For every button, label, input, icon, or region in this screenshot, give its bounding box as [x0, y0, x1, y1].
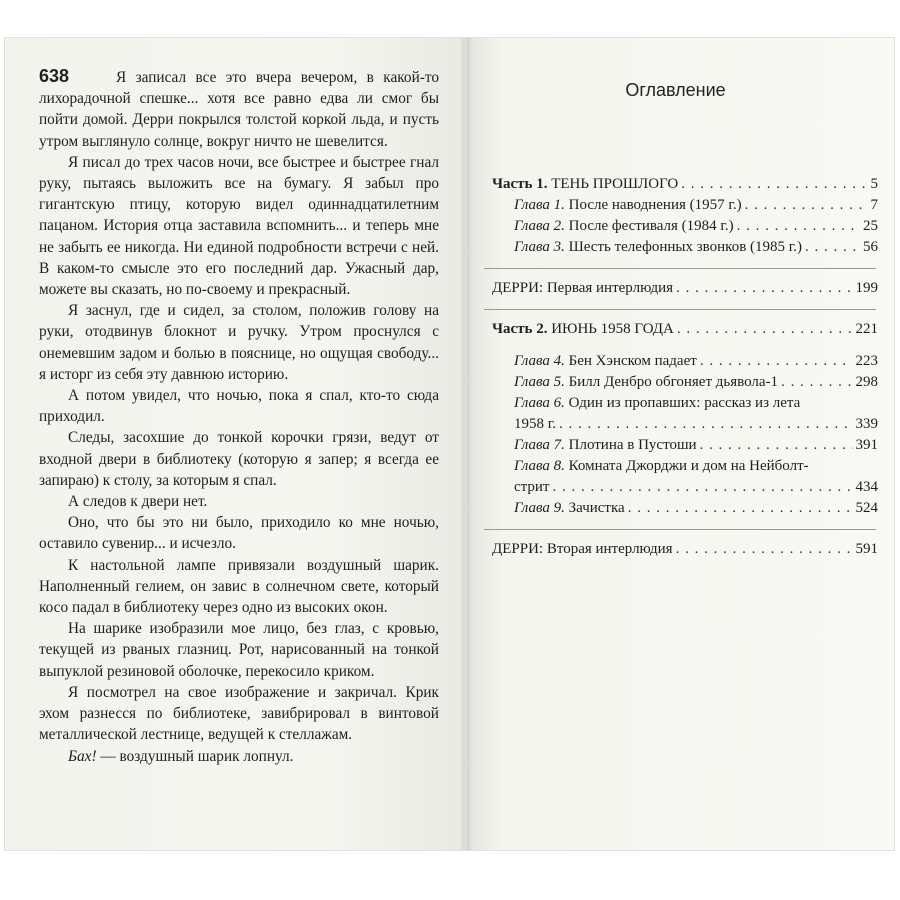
- toc-page-number: 7: [870, 197, 878, 213]
- part-number: Часть 1.: [492, 176, 548, 192]
- paragraph-rest: — воздушный шарик лопнул.: [96, 747, 294, 765]
- paragraph: Я записал все это вчера вечером, в какой-то лихорадочной спешке... хотя все равно едва ли смог бы пойти домой. Дерри покрылся толстой коркой льда, и пусть утром выглянуло солнце, вокруг ничто не шевелится.: [39, 69, 439, 150]
- chapter-number: Глава 3.: [514, 239, 565, 255]
- toc-chapter-7[interactable]: [492, 435, 878, 456]
- toc-page-number: 298: [855, 374, 878, 390]
- toc-divider: [484, 268, 876, 269]
- chapter-title: Зачистка: [564, 500, 625, 516]
- chapter-title-cont: 1958 г.: [514, 416, 556, 432]
- paragraph: На шарике изобразили мое лицо, без глаз, с кровью, текущей из рваных глазниц. Рот, нарисованный на тонкой выпуклой резиновой оболочке, перекосило криком.: [39, 620, 439, 680]
- chapter-title-cont: стрит: [514, 479, 550, 495]
- toc-chapter-9[interactable]: [492, 498, 878, 519]
- toc-page-number: 221: [855, 321, 878, 337]
- chapter-title: После фестиваля (1984 г.): [564, 218, 734, 234]
- toc-chapter-2[interactable]: [492, 216, 878, 237]
- toc-divider: [484, 529, 876, 530]
- paragraph: Следы, засохшие до тонкой корочки грязи, ведут от входной двери в библиотеку (которую я запер; я всегда ее запираю) к столу, за которым я спал.: [39, 429, 439, 489]
- toc-divider: [484, 309, 876, 310]
- chapter-title: После наводнения (1957 г.): [564, 197, 742, 213]
- chapter-title: Шесть телефонных звонков (1985 г.): [564, 239, 802, 255]
- paragraph: А следов к двери нет.: [68, 493, 208, 511]
- book-gutter: [460, 38, 472, 850]
- paragraph: Оно, что бы это ни было, приходило ко мне ночью, оставило сувенир... и исчезло.: [39, 514, 439, 553]
- toc-page-number: 391: [855, 437, 878, 453]
- chapter-number: Глава 2.: [514, 218, 565, 234]
- toc-chapter-8-cont[interactable]: [492, 477, 878, 498]
- part-title: ТЕНЬ ПРОШЛОГО: [547, 176, 679, 192]
- toc-page-number: 434: [855, 479, 878, 495]
- chapter-number: Глава 6.: [514, 395, 565, 411]
- exclamation: Бах!: [68, 747, 97, 765]
- toc-chapter-6[interactable]: [492, 393, 878, 414]
- toc-page-number: 5: [870, 176, 878, 192]
- chapter-title: Бен Хэнском падает: [564, 353, 697, 369]
- toc-chapter-3[interactable]: [492, 237, 878, 258]
- toc-part-1[interactable]: [492, 174, 878, 195]
- toc-chapter-4[interactable]: [492, 351, 878, 372]
- toc-page-number: 223: [855, 353, 878, 369]
- chapter-number: Глава 4.: [514, 353, 565, 369]
- paragraph: Я писал до трех часов ночи, все быстрее и быстрее гнал руку, пытаясь выложить все на бумагу. Я забыл про гигантскую птицу, которую видел одиннадцатилетним пацаном. История отца заставила вспомнить... и теперь мне не забыть ее никогда. Ни единой подробности встречи с ней. В каком-то смысле это его последний дар. Ужасный дар, можете вы сказать, но по-своему и прекрасный.: [39, 153, 439, 299]
- paragraph-last: [39, 746, 439, 767]
- toc-page-number: 591: [855, 541, 878, 557]
- toc-chapter-1[interactable]: [492, 195, 878, 216]
- chapter-number: Глава 1.: [514, 197, 565, 213]
- chapter-title: Плотина в Пустоши: [564, 437, 697, 453]
- chapter-number: Глава 5.: [514, 374, 565, 390]
- toc-title: Оглавление: [625, 80, 726, 100]
- toc-chapter-5[interactable]: [492, 372, 878, 393]
- interlude-title: ДЕРРИ: Первая интерлюдия: [492, 280, 674, 296]
- toc-chapter-6-cont[interactable]: [492, 414, 878, 435]
- part-number: Часть 2.: [492, 321, 548, 337]
- chapter-title: Билл Денбро обгоняет дьявола-1: [564, 374, 779, 390]
- chapter-number: Глава 7.: [514, 437, 565, 453]
- chapter-number: Глава 9.: [514, 500, 565, 516]
- table-of-contents: [492, 174, 878, 560]
- chapter-number: Глава 8.: [514, 458, 565, 474]
- toc-part-2[interactable]: [492, 319, 878, 340]
- toc-page-number: 199: [855, 280, 878, 296]
- interlude-title: ДЕРРИ: Вторая интерлюдия: [492, 541, 673, 557]
- paragraph: Я заснул, где и сидел, за столом, положив голову на руки, отодвинув блокнот и ручку. Утром проснулся с онемевшим задом и болью в пояснице, но ощущая свободу... я исторг из себя эту давнюю историю.: [39, 302, 439, 383]
- toc-page-number: 339: [855, 416, 878, 432]
- chapter-title: Один из пропавших: рассказ из лета: [564, 395, 801, 411]
- paragraph: Я посмотрел на свое изображение и закричал. Крик эхом разнесся по библиотеке, завибрировал в винтовой металлической лестнице, ведущей к стеллажам.: [39, 683, 439, 744]
- toc-chapter-8[interactable]: [492, 456, 878, 477]
- toc-page-number: 524: [855, 500, 878, 516]
- toc-page-number: 56: [863, 239, 878, 255]
- toc-interlude-2[interactable]: [492, 539, 878, 560]
- paragraph: А потом увидел, что ночью, пока я спал, кто-то сюда приходил.: [39, 387, 439, 426]
- toc-interlude-1[interactable]: [492, 278, 878, 299]
- toc-page-number: 25: [863, 218, 878, 234]
- part-title: ИЮНЬ 1958 ГОДА: [547, 321, 674, 337]
- story-text: [39, 67, 439, 767]
- paragraph: К настольной лампе привязали воздушный шарик. Наполненный гелием, он завис в солнечном свете, который косо падал в библиотеку через одно из высоких окон.: [39, 556, 439, 617]
- page-number: 638: [39, 66, 70, 86]
- chapter-title: Комната Джорджи и дом на Нейболт-: [564, 458, 809, 474]
